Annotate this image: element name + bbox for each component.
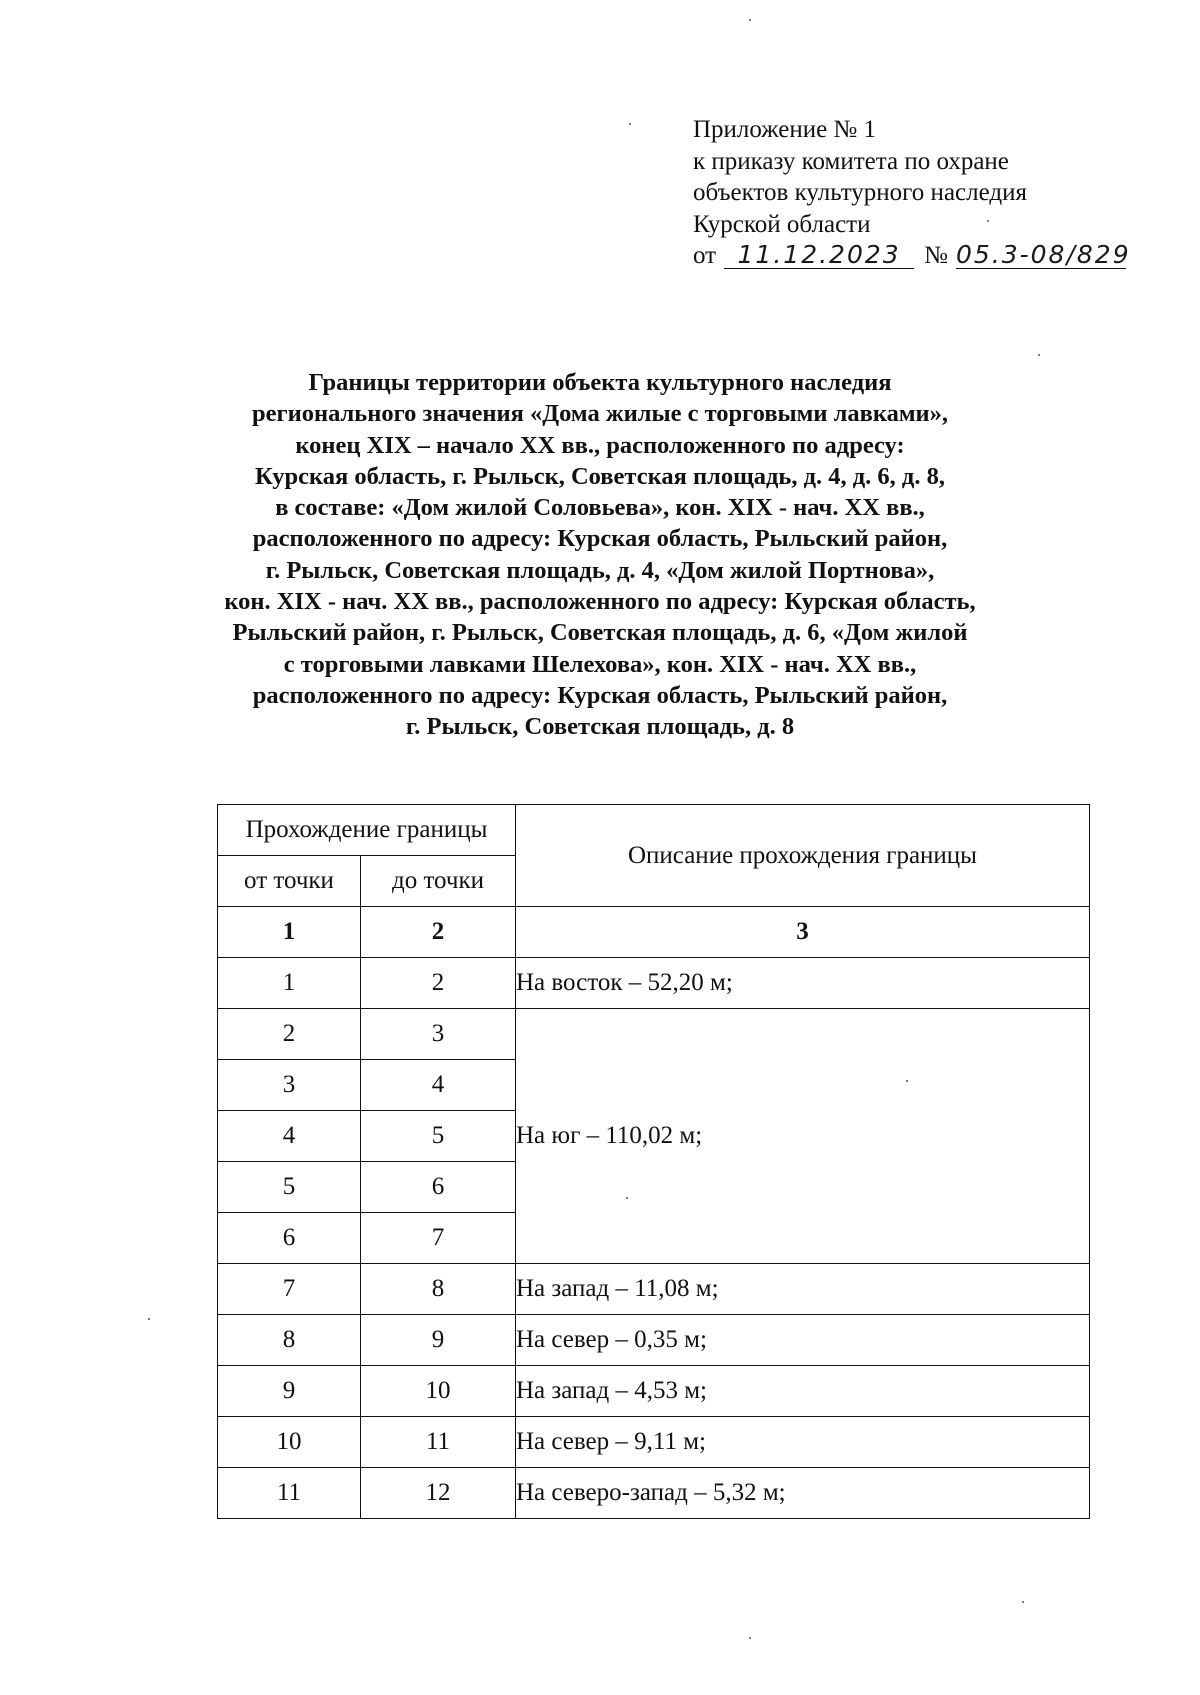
from-point-cell: 3 [218, 1060, 361, 1111]
table-row [218, 1468, 1090, 1519]
title-line: г. Рыльск, Советская площадь, д. 8 [405, 713, 795, 741]
to-point-cell: 9 [361, 1315, 516, 1366]
scan-speck [749, 1637, 751, 1639]
to-point-cell: 12 [361, 1468, 516, 1519]
column-number-row [218, 907, 1090, 958]
title-line: конец XIX – начало XX вв., расположенного по адресу: [295, 431, 905, 459]
to-point-cell: 8 [361, 1264, 516, 1315]
handwritten-date: 11.12.2023 [724, 242, 914, 269]
number-prefix: № [924, 242, 948, 269]
from-point-cell: 6 [218, 1213, 361, 1264]
description-cell: На юг – 110,02 м; [516, 1009, 1090, 1264]
scan-speck [629, 123, 631, 125]
scan-speck [1022, 1601, 1024, 1603]
table-header-row [218, 805, 1090, 856]
title-line: в составе: «Дом жилой Соловьева», кон. XIX - нач. XX вв., [275, 494, 925, 522]
appendix-committee-line: объектов культурного наследия [693, 179, 1027, 206]
header-from-point: от точки [218, 856, 361, 907]
title-line: Курская область, г. Рыльск, Советская площадь, д. 4, д. 6, д. 8, [255, 462, 945, 490]
to-point-cell: 10 [361, 1366, 516, 1417]
to-point-cell: 11 [361, 1417, 516, 1468]
title-line: кон. XIX - нач. XX вв., расположенного по адресу: Курская область, [224, 588, 976, 616]
from-point-cell: 5 [218, 1162, 361, 1213]
to-point-cell: 5 [361, 1111, 516, 1162]
from-point-cell: 7 [218, 1264, 361, 1315]
to-point-cell: 3 [361, 1009, 516, 1060]
table-row [218, 1264, 1090, 1315]
from-point-cell: 8 [218, 1315, 361, 1366]
title-line: г. Рыльск, Советская площадь, д. 4, «Дом жилой Портнова», [265, 556, 935, 584]
column-number: 3 [516, 907, 1090, 958]
header-to-point: до точки [361, 856, 516, 907]
appendix-order-line: к приказу комитета по охране [693, 147, 1009, 175]
from-point-cell: 2 [218, 1009, 361, 1060]
to-point-cell: 4 [361, 1060, 516, 1111]
order-date-number-line [693, 240, 1173, 272]
description-cell: На запад – 4,53 м; [516, 1366, 1090, 1417]
header-boundary-passage: Прохождение границы [218, 805, 516, 856]
table-row [218, 1315, 1090, 1366]
scan-speck [749, 19, 751, 21]
scan-speck [1038, 354, 1040, 356]
from-point-cell: 9 [218, 1366, 361, 1417]
table-row [218, 958, 1090, 1009]
to-point-cell: 7 [361, 1213, 516, 1264]
title-line: регионального значения «Дома жилые с торговыми лавками», [251, 400, 949, 428]
scan-speck [148, 1318, 150, 1320]
column-number: 2 [361, 907, 516, 958]
title-line: Рыльский район, г. Рыльск, Советская площадь, д. 6, «Дом жилой [232, 619, 968, 647]
column-number: 1 [218, 907, 361, 958]
scan-speck [906, 1080, 908, 1082]
to-point-cell: 2 [361, 958, 516, 1009]
appendix-block [693, 114, 1173, 272]
table-row [218, 1009, 1090, 1060]
from-point-cell: 1 [218, 958, 361, 1009]
title-line: расположенного по адресу: Курская область, Рыльский район, [252, 525, 948, 553]
appendix-region-line: Курской области [693, 210, 871, 238]
scan-speck [626, 1197, 628, 1199]
description-cell: На север – 0,35 м; [516, 1315, 1090, 1366]
boundary-table [217, 804, 1090, 1519]
table-row [218, 1417, 1090, 1468]
scan-speck [987, 220, 989, 222]
handwritten-order-number: 05.3-08/829 [955, 240, 1131, 269]
description-cell: На восток – 52,20 м; [516, 958, 1090, 1009]
title-line: с торговыми лавками Шелехова», кон. XIX - нач. XX вв., [283, 650, 917, 678]
from-point-cell: 4 [218, 1111, 361, 1162]
description-cell: На северо-запад – 5,32 м; [516, 1468, 1090, 1519]
description-cell: На север – 9,11 м; [516, 1417, 1090, 1468]
description-cell: На запад – 11,08 м; [516, 1264, 1090, 1315]
title-line: расположенного по адресу: Курская область, Рыльский район, [252, 681, 948, 709]
from-point-cell: 10 [218, 1417, 361, 1468]
document-title [150, 367, 1050, 743]
to-point-cell: 6 [361, 1162, 516, 1213]
date-prefix: от [693, 242, 717, 269]
header-boundary-description: Описание прохождения границы [516, 805, 1090, 907]
from-point-cell: 11 [218, 1468, 361, 1519]
table-row [218, 1366, 1090, 1417]
title-line: Границы территории объекта культурного наследия [308, 369, 892, 396]
appendix-title: Приложение № 1 [693, 116, 877, 143]
